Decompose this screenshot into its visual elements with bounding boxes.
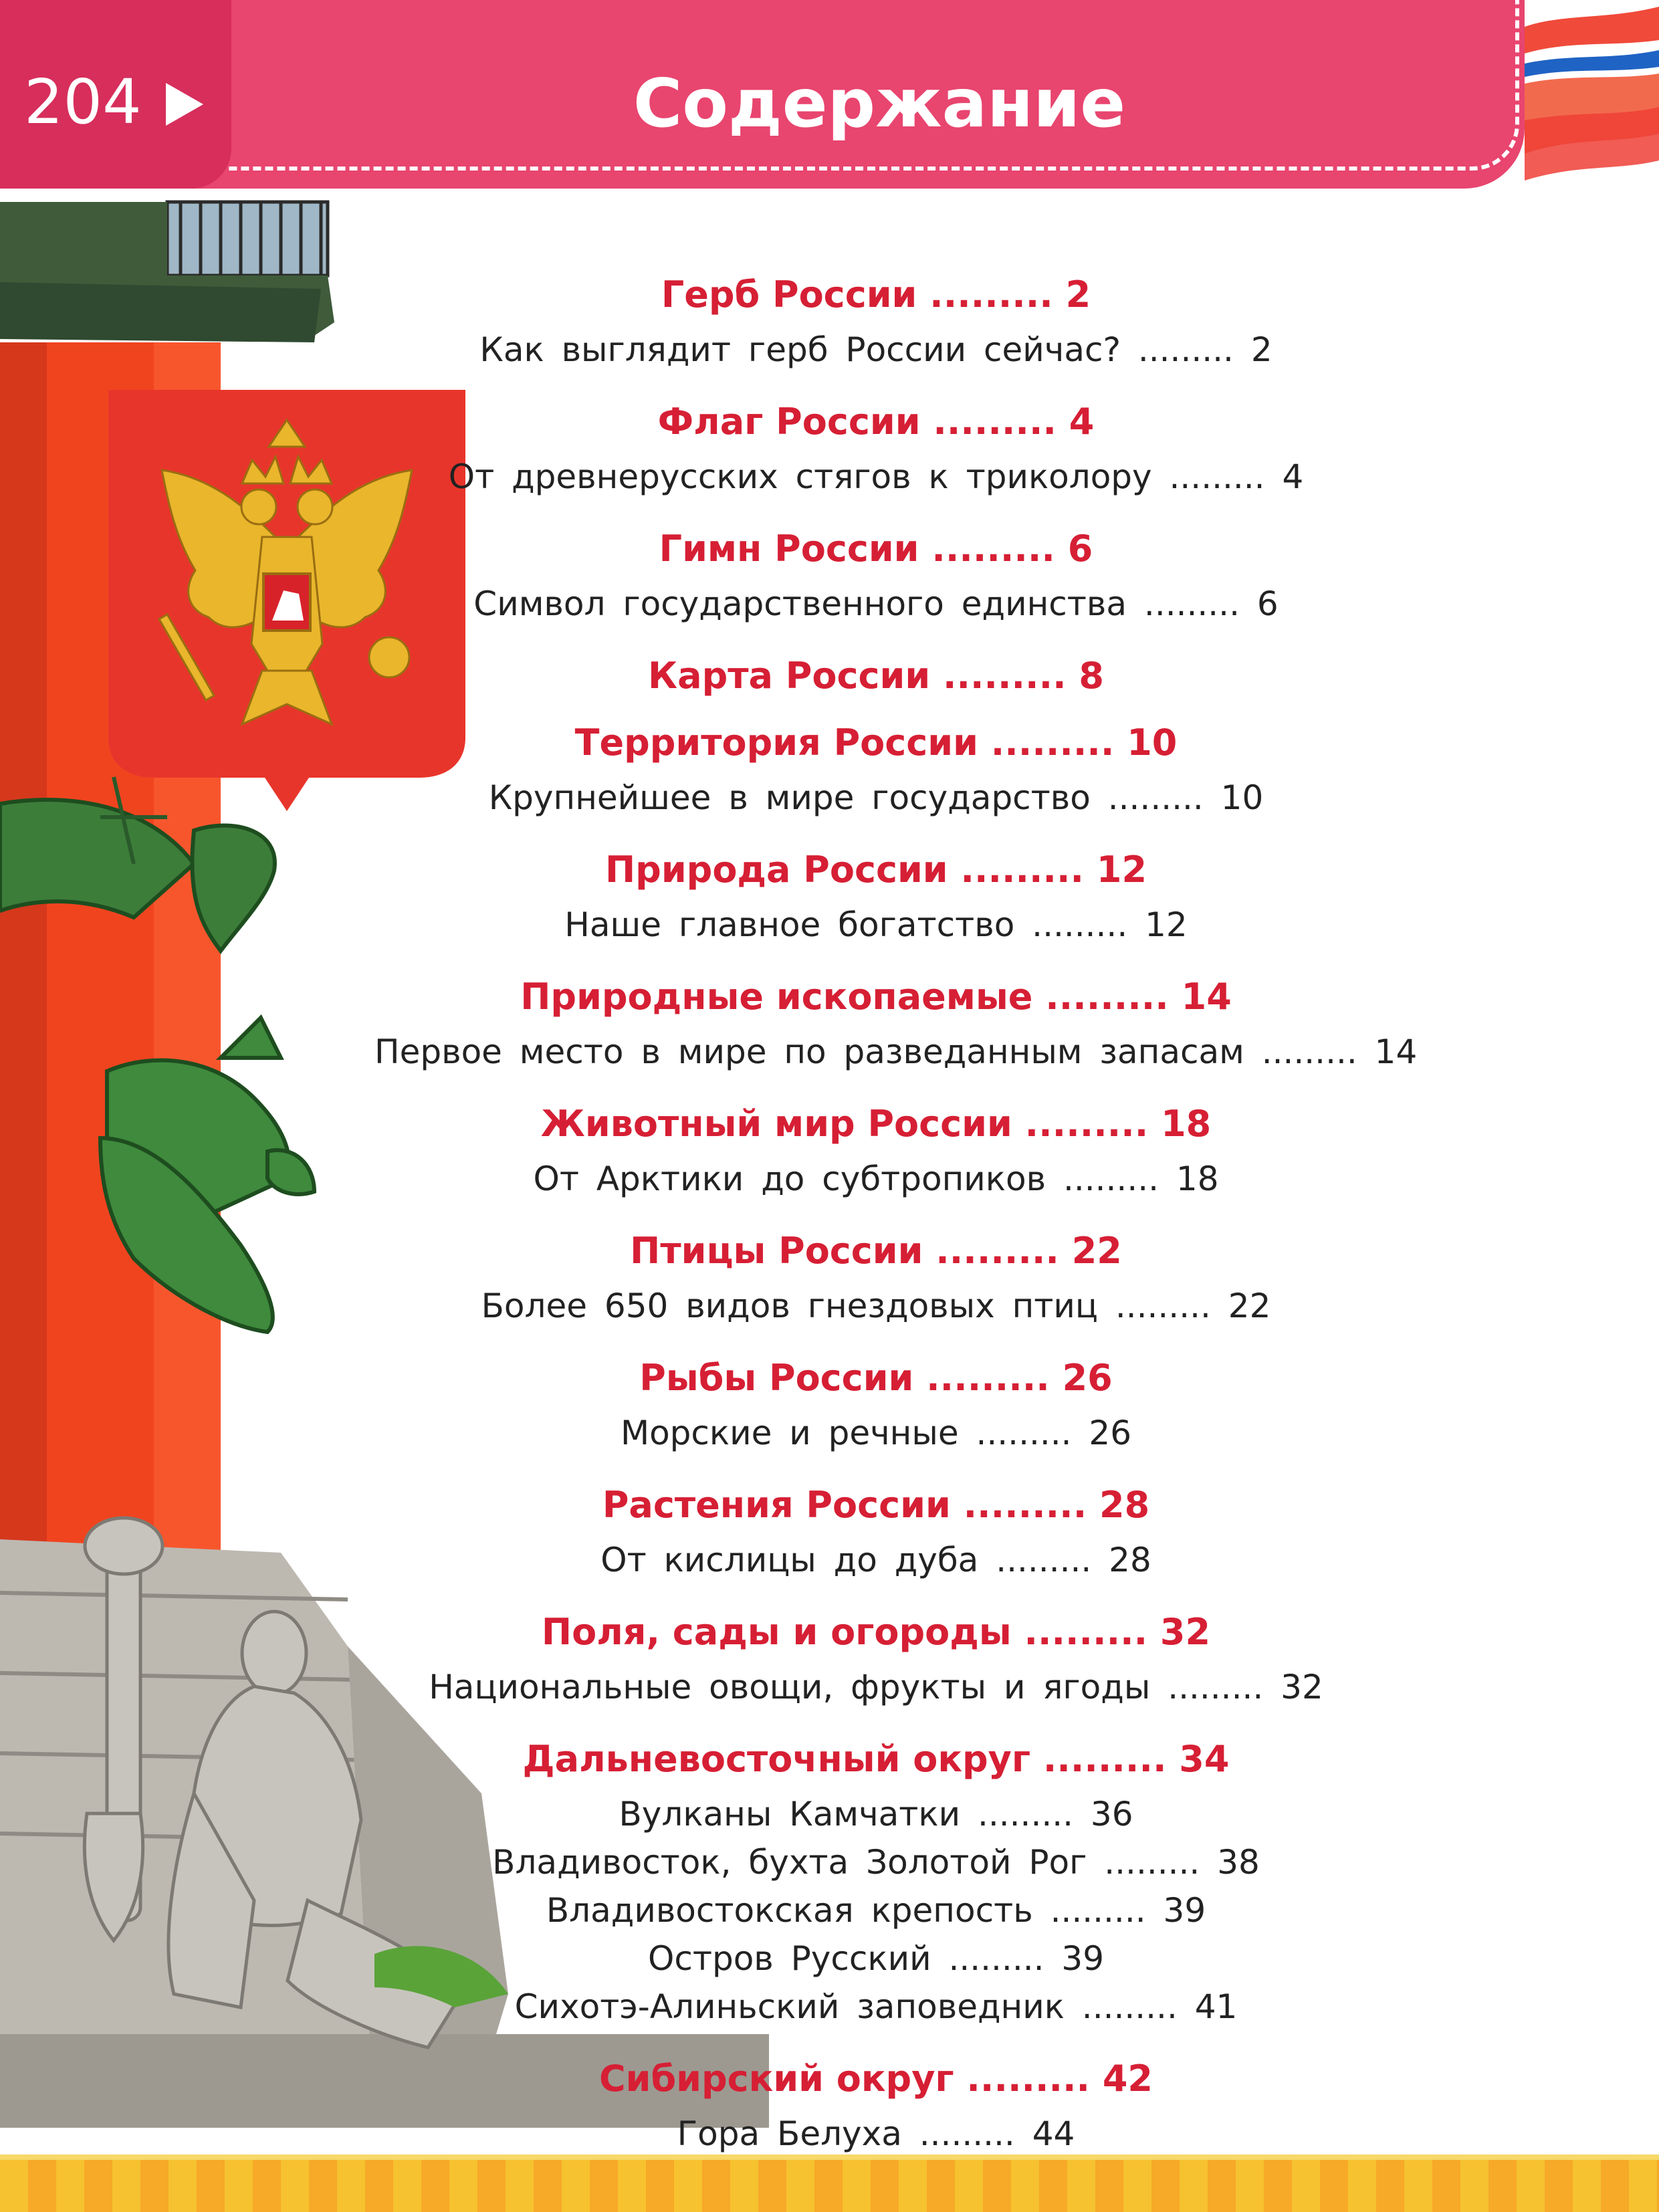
footer-divider	[0, 2154, 1659, 2160]
toc-item[interactable]: Символ государственного единства ......... 6	[473, 584, 1279, 623]
toc-section-title[interactable]: Животный мир России ......... 18	[540, 1103, 1212, 1145]
toc-item[interactable]: Морские и речные ......... 26	[620, 1414, 1132, 1452]
page-number: 204	[24, 66, 142, 138]
decorative-ribbon	[1525, 0, 1659, 189]
toc-item[interactable]: Владивосток, бухта Золотой Рог ......... 38	[492, 1843, 1260, 1882]
toc-section-title[interactable]: Гимн России ......... 6	[659, 528, 1093, 570]
toc-item[interactable]: Остров Русский ......... 39	[647, 1939, 1105, 1978]
toc-section-title[interactable]: Поля, сады и огороды ......... 32	[541, 1611, 1211, 1653]
toc-section-title[interactable]: Сибирский округ ......... 42	[599, 2058, 1153, 2100]
toc-section-title[interactable]: Природа России ......... 12	[604, 849, 1147, 891]
column-railing	[167, 202, 328, 275]
toc-item[interactable]: От древнерусских стягов к триколору ......... 4	[448, 457, 1304, 496]
toc-item[interactable]: Сихотэ-Алиньский заповедник ......... 41	[514, 1987, 1238, 2026]
toc-item[interactable]: Наше главное богатство ......... 12	[564, 905, 1188, 944]
toc-item[interactable]: Как выглядит герб России сейчас? ......... 2	[479, 330, 1273, 369]
toc-item[interactable]: Более 650 видов гнездовых птиц ......... 22	[481, 1287, 1271, 1325]
toc-section-title[interactable]: Природные ископаемые ......... 14	[520, 976, 1232, 1018]
toc-item[interactable]: От Арктики до субтропиков ......... 18	[533, 1159, 1219, 1198]
page-title: Содержание	[633, 64, 1126, 142]
toc-item[interactable]: Гора Белуха ......... 44	[677, 2114, 1075, 2153]
toc-section-title[interactable]: Рыбы России ......... 26	[639, 1357, 1113, 1399]
toc-section-title[interactable]: Растения России ......... 28	[602, 1484, 1150, 1526]
toc-section-title[interactable]: Дальневосточный округ ......... 34	[522, 1738, 1230, 1780]
toc-section-title[interactable]: Герб России ......... 2	[661, 273, 1091, 316]
toc-item[interactable]: Национальные овощи, фрукты и ягоды ......... 32	[429, 1668, 1323, 1706]
toc-item[interactable]: От кислицы до дуба ......... 28	[600, 1541, 1151, 1579]
toc-item[interactable]: Вулканы Камчатки ......... 36	[619, 1795, 1133, 1834]
toc-item[interactable]: Первое место в мире по разведанным запасам ......... 14	[374, 1032, 1418, 1071]
toc-item[interactable]: Владивостокская крепость ......... 39	[546, 1891, 1206, 1930]
table-of-contents	[374, 264, 1418, 2206]
page-number-tab	[0, 0, 231, 189]
toc-section-title[interactable]: Карта России ......... 8	[648, 655, 1104, 697]
play-arrow-icon	[166, 83, 203, 126]
toc-section-title[interactable]: Флаг России ......... 4	[657, 401, 1095, 443]
toc-section-title[interactable]: Птицы России ......... 22	[630, 1230, 1122, 1272]
toc-item[interactable]: Крупнейшее в мире государство ......... 10	[488, 778, 1264, 817]
toc-section-title[interactable]: Территория России ......... 10	[574, 722, 1178, 764]
footer-stripes	[0, 2160, 1659, 2212]
